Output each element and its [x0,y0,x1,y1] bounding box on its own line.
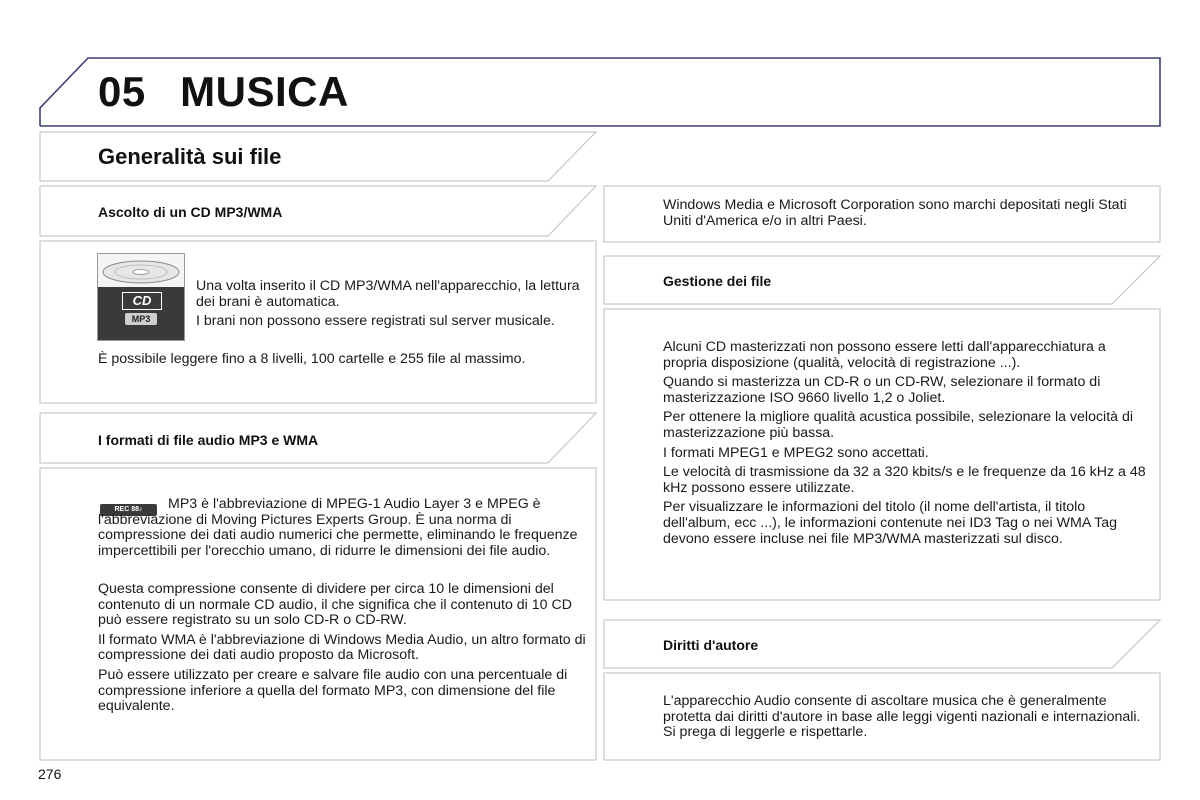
formats-heading: I formati di file audio MP3 e WMA [98,432,319,448]
copyright-text: L'apparecchio Audio consente di ascoltare musica che è generalmente protetta dai diritti d'autore in base alle leggi vigenti nazionali e internazionali. Si prega di leggerle e rispettarle. [663,693,1141,741]
cd-logo-label: CD [122,292,162,310]
chapter-number: 05 [98,68,146,115]
section-title: Generalità sui file [98,144,282,169]
files-paragraph: Alcuni CD masterizzati non possono essere letti dall'apparecchiatura a propria disposizione (qualità, velocità di registrazione ...). [663,339,1106,371]
files-paragraph: Per ottenere la migliore qualità acustica possibile, selezionare la velocità di masterizzazione più bassa. [663,409,1134,441]
formats-paragraph: Può essere utilizzato per creare e salvare file audio con una percentuale di compressione inferiore a quella del formato MP3, con dimensione del file equivalente. [98,666,568,715]
files-paragraph: Quando si masterizza un CD-R o un CD-RW, selezionare il formato di masterizzazione ISO 9660 livello 1,2 o Joliet. [663,374,1101,406]
files-paragraphs [663,340,1148,551]
mp3-badge: MP3 [125,313,157,325]
copyright-heading: Diritti d'autore [663,637,759,653]
trademark-note: Windows Media e Microsoft Corporation sono marchi depositati negli Stati Uniti d'America e/o in altri Paesi. [663,197,1127,229]
files-paragraph: Per visualizzare le informazioni del titolo (il nome dell'artista, il titolo dell'album, ecc ...), le informazioni contenute nei ID3 Tag o nei WMA Tag devono essere incluse nei file MP3/WMA masterizzati sul disco. [663,499,1118,547]
formats-paragraph: Il formato WMA è l'abbreviazione di Windows Media Audio, un altro formato di compressione dei dati audio proposto da Microsoft. [98,631,586,664]
formats-intro: MP3 è l'abbreviazione di MPEG-1 Audio Layer 3 e MPEG è l'abbreviazione di Moving Pictures Experts Group. È una norma di compressione dei dati audio numerici che permette, eliminando le frequenze impercettibili per l'orecchio umano, di ridurre le dimensioni dei file audio. [98,496,578,559]
chapter-heading [98,68,349,116]
cd-paragraph: I brani non possono essere registrati sul server musicale. [196,313,555,330]
cd-heading: Ascolto di un CD MP3/WMA [98,204,283,220]
files-heading: Gestione dei file [663,273,772,289]
cd-paragraphs [196,279,591,334]
formats-paragraph: Questa compressione consente di dividere per circa 10 le dimensioni del contenuto di un normale CD audio, il che significa che il contenuto di 10 CD può essere registrato su un solo CD-R o CD-RW. [98,581,572,629]
files-paragraph: I formati MPEG1 e MPEG2 sono accettati. [663,444,929,461]
rec-badge-icon: REC 88♪ [100,504,157,516]
cd-mp3-icon [97,253,185,341]
files-paragraph: Le velocità di trasmissione da 32 a 320 kbits/s e le frequenze da 16 kHz a 48 kHz possono essere utilizzate. [663,464,1146,496]
page-number: 276 [38,766,62,782]
cd-paragraph: Una volta inserito il CD MP3/WMA nell'apparecchio, la lettura dei brani è automatica. [196,278,580,310]
cd-note: È possibile leggere fino a 8 livelli, 100 cartelle e 255 file al massimo. [98,351,526,367]
formats-paragraphs [98,582,588,719]
chapter-title: MUSICA [180,68,349,115]
